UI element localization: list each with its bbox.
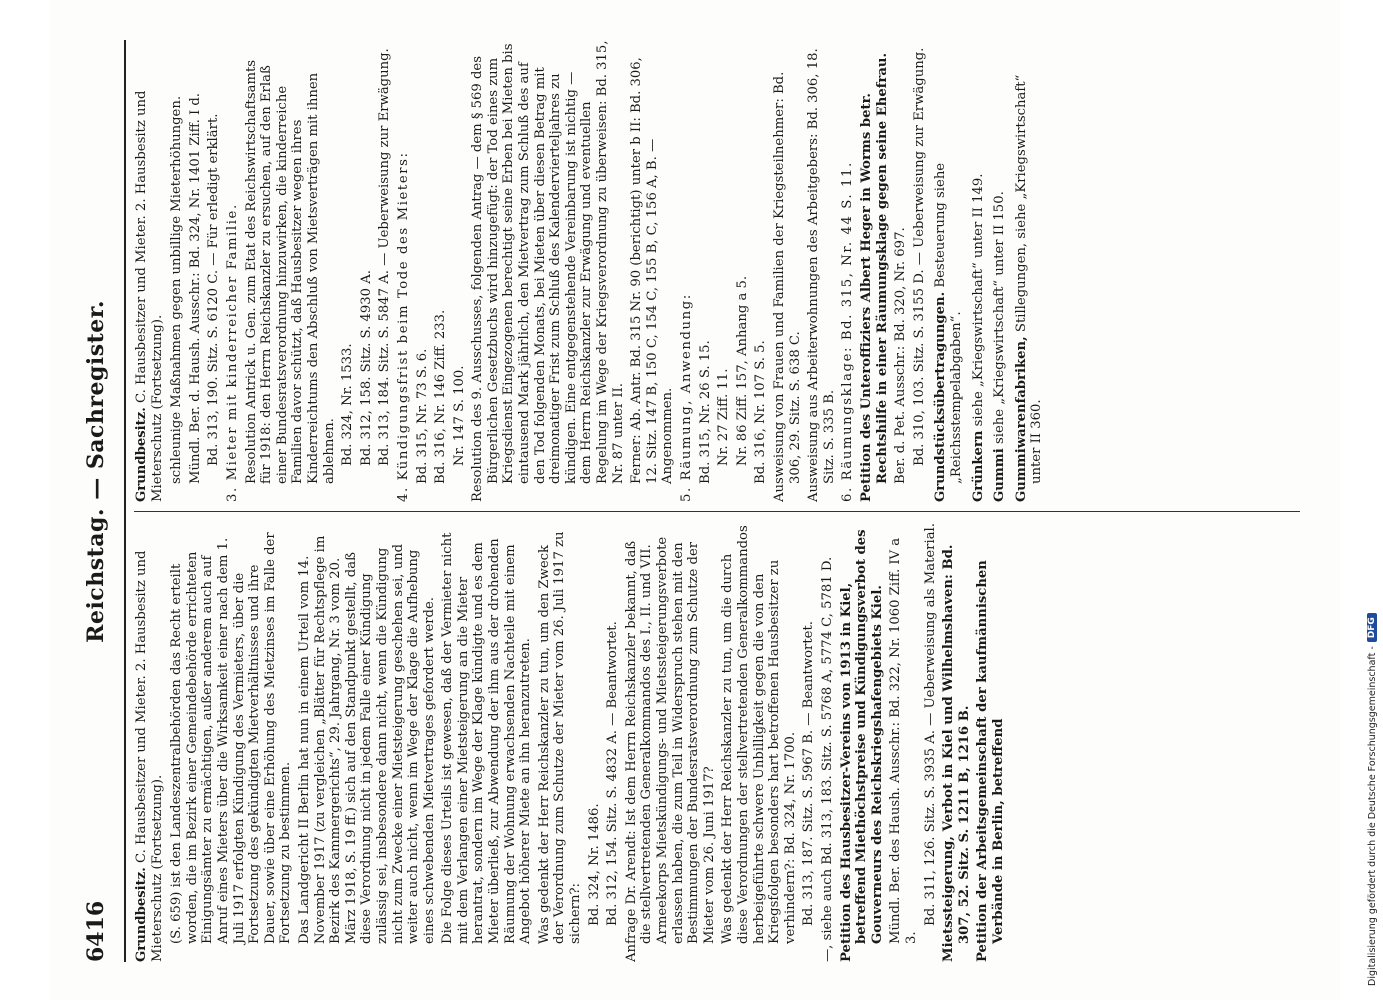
entry-keyword: Gummiwarenfabriken, [1013, 336, 1029, 502]
left-section-head [134, 522, 165, 962]
reference-line: Nr. 86 Ziff. 157, Anhang a 5. [734, 275, 750, 466]
keyword-entry [1014, 40, 1045, 502]
page-header [68, 40, 126, 962]
entry: Resolution des 9. Ausschusses, folgenden Antrag — dem § 569 des Bürgerlichen Gesetzbuchs wird hinzugefügt: der Tod eines zum Kriegsdienst Eingezogenen berechtigt seine Erben bei Mieten bis eintausend Mark jährlich, den Mietvertrag zum Schluß des auf den Tod folgenden Monats, bei Mieten über diesen Betrag mit dreimonatiger Frist zum Schluß des Kalendervierteljahres zu kündigen. Eine entgegenstehende Vereinbarung ist nichtig — dem Herrn Reichskanzler zur Erwägung und eventuellen Regelung im Wege der Kriegsverordnung zu überweisen: Bd. 315, Nr. 87 unter II. [470, 40, 626, 502]
reference-line: Bd. 315, Nr. 73 S. 6. [414, 348, 430, 484]
keyword-entry [992, 40, 1008, 502]
reference-line: Bd. 316, Nr. 107 S. 5. [753, 340, 769, 484]
reference-line: Ber. d. Pet. Ausschr.: Bd. 320, Nr. 697. [893, 227, 909, 484]
reference-line: Bd. 313, 187. Sitz. S. 5967 B. — Beantwortet. [801, 621, 817, 926]
entry: Petition des Hausbesitzer-Vereins von 1913 in Kiel, betreffend Miethöchstpreise und Kündigungsverbot des Gouverneurs des Reichskriegshafengebiets Kiel. [838, 529, 885, 962]
paragraph: Ferner: Ab. Antr. Bd. 315 Nr. 90 (berichtigt) unter b II: Bd. 306, 12. Sitz. 147 B, 150 C, 154 C, 155 B, C, 156 A, B. — Angenommen. [629, 57, 676, 484]
reference-line: Bd. 315, Nr. 26 S. 15. [697, 340, 713, 484]
reference-line: Bd. 316, Nr. 146 Ziff. 233. [433, 309, 449, 484]
subsection-heading: 5. Räumung, Anwendung: [679, 293, 694, 502]
reference-line: Nr. 147 S. 100. [451, 365, 467, 466]
reference-line: Mündl. Ber. des Haush. Ausschr.: Bd. 322, Nr. 1060 Ziff. IV a 3. [888, 537, 919, 944]
reference-line: Bd. 311, 126. Sitz. S. 3935 A. — Ueberweisung als Material. [922, 523, 938, 926]
reference-line: Bd. 324, Nr. 1533. [340, 343, 356, 466]
entry-keyword: Gummi [992, 448, 1008, 502]
entry: Ausweisung aus Arbeiterwohnungen des Arbeitgebers: Bd. 306, 18. Sitz. S. 335 B. [806, 48, 837, 502]
subsection-heading: 3. Mieter mit kinderreicher Familie. [224, 203, 240, 502]
paragraph: Das Landgericht II Berlin hat nun in einem Urteil vom 14. November 1917 (zu vergleichen „Blätter für Rechtspflege im Bezirk des Kammergerichts“, 29. Jahrgang, Nr. 3 vom 20. März 1918, S. 19 ff.) sich auf den Standpunkt gestellt, daß diese Verordnung nicht in jedem Falle einer Kündigung zulässig sei, insbesondere dann nicht, wenn die Kündigung nicht zum Zwecke einer Mietsteigerung geschehen sei, und weiter auch nicht, wenn im Wege der Klage die Aufhebung eines schwebenden Mietvertrages gefordert werde. [296, 535, 437, 944]
entry: Petition der Arbeitsgemeinschaft der kaufmännischen Verbände in Berlin, betreffend [975, 560, 1006, 962]
paragraph: Resolution Antrick u. Gen. zum Etat des Reichswirtschaftsamts für 1918: den Herrn Reichskanzler zu ersuchen, auf den Erlaß einer Bundesratsverordnung hinzuwirken, die kinderreiche Familien davor schützt, daß Hausbesitzer wegen ihres Kinderreichtums den Abschluß von Mietsverträgen mit ihnen ablehnen. [243, 59, 337, 484]
entry-keyword: Grundstücksübertragungen. [933, 291, 949, 502]
reference-line: Bd. 313, 190. Sitz. S. 6120 C. — Für erledigt erklärt. [206, 113, 222, 466]
reference-line: Mündl. Ber. d. Haush. Ausschr.: Bd. 324, Nr. 1401 Ziff. I d. [187, 92, 203, 484]
entry: Ausweisung von Frauen und Familien der Kriegsteilnehmer: Bd. 306, 29. Sitz. S. 638 C. [771, 71, 803, 502]
entry-text: siehe „Kriegswirtschaft“ unter II 150. [992, 191, 1008, 445]
left-column [134, 522, 1320, 962]
paragraph: Was gedenkt der Herr Reichskanzler zu tun, um die durch diese Verordnungen der stellvertretenden Generalkommandos herbeigeführte schwere Unbilligkeit gegen die von den Kriegsfolgen besonders hart betroffenen Hausbesitzer zu verhindern?: Bd. 324, Nr. 1700. [720, 525, 798, 944]
paragraph: Was gedenkt der Herr Reichskanzler zu tun, um den Zweck der Verordnung zum Schutze der Mieter vom 26. Juli 1917 zu sichern?: [536, 531, 584, 944]
reference-line: Bd. 310, 103. Sitz. S. 3155 D. — Ueberweisung zur Erwägung. [911, 47, 927, 466]
dfg-logo: DFG [1367, 613, 1377, 642]
section-keyword: Grundbesitz. [134, 407, 149, 502]
section-keyword: Grundbesitz. [134, 867, 149, 962]
digitization-note: Digitalisierung gefördert durch die Deutsche Forschungsgemeinschaft - [1366, 646, 1378, 986]
column-divider [134, 511, 1300, 512]
entry-text: Besteuerung siehe „Reichsstempelabgaben“. [933, 162, 964, 484]
reference-line: Nr. 27 Ziff. 11. [716, 368, 732, 466]
entry: Mietssteigerung, Verbot in Kiel und Wilhelmshaven: Bd. 307, 52. Sitz. S. 1211 B, 1216 B. [941, 544, 972, 962]
paragraph: Die Folge dieses Urteils ist gewesen, daß der Vermieter nicht mit dem Verlangen einer Mietsteigerung an die Mieter herantrat, sondern im Wege der Klage kündigte und es dem Mieter überließ, zur Abwendung der ihm aus der drohenden Räumung der Wohnung erwachsenden Nachteile mit einem Angebot höherer Miete an ihn heranzutreten. [440, 532, 534, 944]
section-title: C. Hausbesitzer und Mieter. 2. Hausbesitz und Mieterschutz (Fortsetzung). [134, 550, 165, 962]
reference-line: Bd. 312, 158. Sitz. S. 4930 A. [358, 270, 374, 466]
page-number: 6416 [83, 900, 109, 962]
reference-line: Bd. 312, 154. Sitz. S. 4832 A. — Beantwortet. [605, 621, 621, 926]
subsection-heading: 6. Räumungsklage: Bd. 315, Nr. 44 S. 11. [840, 161, 856, 502]
keyword-entry [971, 40, 987, 502]
running-head: Reichstag. — Sachregister. [83, 300, 109, 643]
digitization-footer [1363, 6, 1381, 986]
paragraph: (S. 659) ist den Landeszentralbehörden das Recht erteilt worden, die im Bezirk einer Gemeindebehörde errichteten Einigungsämter zu ermächtigen, außer anderem auch auf Anruf eines Mieters über die Wirksamkeit einer nach dem 1. Juli 1917 erfolgten Kündigung des Vermieters, über die Fortsetzung des gekündigten Mietverhältnisses und ihre Dauer, sowie über eine Erhöhung des Mietzinses im Falle der Fortsetzung zu bestimmen. [169, 532, 294, 944]
subsection-heading: 4. Kündigungsfrist beim Tode des Mieters: [395, 151, 411, 502]
keyword-entry [933, 40, 964, 502]
entry-keyword: Grünkern [970, 430, 986, 502]
section-title: C. Hausbesitzer und Mieter. 2. Hausbesitz und Mieterschutz (Fortsetzung). [134, 90, 165, 502]
entry: Petition des Unteroffiziers Albert Heger in Worms betr. Rechtshilfe in einer Räumungsklage gegen seine Ehefrau. [858, 52, 890, 502]
entry: —, siehe auch Bd. 313, 183. Sitz. S. 5768 A, 5774 C, 5781 D. [819, 556, 835, 962]
paragraph: schleunige Maßnahmen gegen unbillige Mieterhöhungen. [169, 95, 185, 484]
entry: Anfrage Dr. Arendt: Ist dem Herrn Reichskanzler bekannt, daß die stellvertretenden Generalkommandos des I., II. und VII. Armeekorps Mietskündigungs- und Mietssteigerungsverbote erlassen haben, die zum Teil in Widerspruch stehen mit den Bestimmungen der Bundesratsverordnung zum Schutze der Mieter vom 26. Juni 1917? [623, 536, 717, 962]
reference-line: Bd. 313, 184. Sitz. S. 5847 A. — Ueberweisung zur Erwägung. [377, 48, 393, 466]
reference-line: Bd. 324, Nr. 1486. [586, 803, 602, 926]
entry-text: Stillegungen, siehe „Kriegswirtschaft“ unter II 360. [1013, 74, 1045, 484]
entry-text: siehe „Kriegswirtschaft“ unter II 149. [970, 173, 986, 427]
right-column [134, 40, 1320, 502]
scanned-page [50, 0, 1340, 1000]
right-section-head [134, 40, 165, 502]
